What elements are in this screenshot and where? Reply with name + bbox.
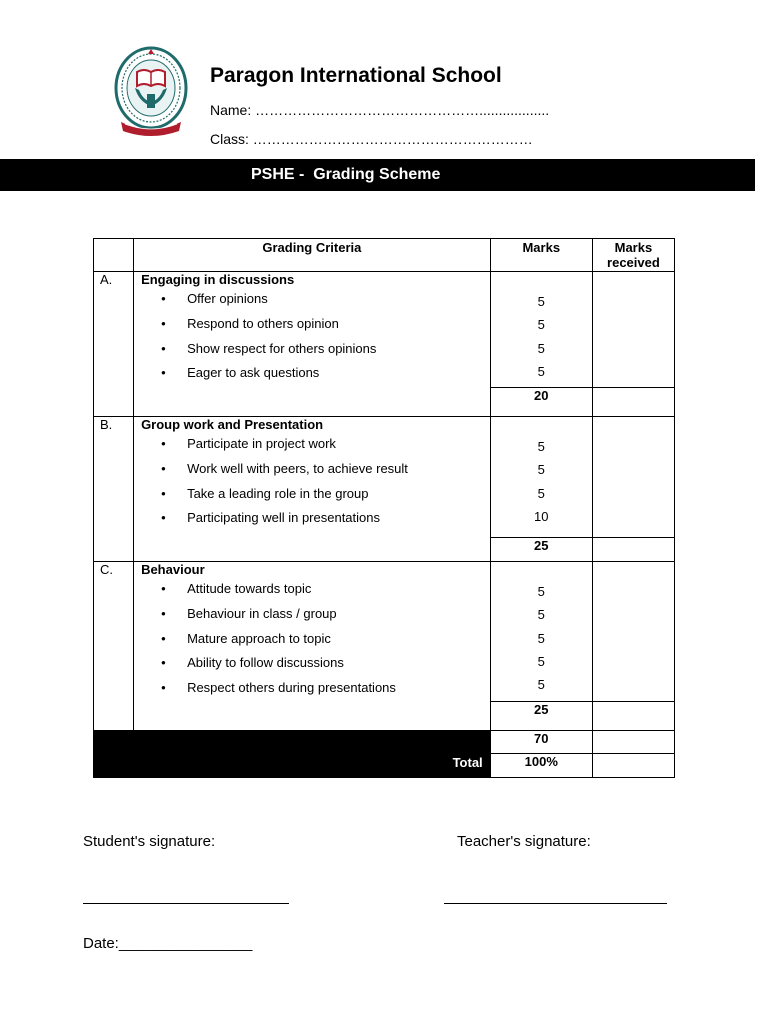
list-item: • Participate in project work	[141, 432, 490, 457]
section-b-heading: Group work and Presentation	[141, 417, 324, 432]
student-class-field[interactable]: Class: ……………………………………………………	[210, 131, 533, 147]
list-item: • Offer opinions	[141, 287, 490, 312]
total-marks-row	[94, 731, 675, 754]
section-b-subtotal: 25	[490, 538, 592, 562]
title-bar	[0, 159, 755, 191]
student-name-field[interactable]: Name: …………………………………………..................	[210, 102, 550, 118]
list-item: • Take a leading role in the group	[141, 482, 490, 507]
list-item: • Behaviour in class / group	[141, 602, 490, 627]
header-marks-received: Marks received	[592, 239, 674, 272]
mark-value: 5	[537, 677, 545, 693]
page-title: PSHE - Grading Scheme	[251, 166, 441, 183]
total-label: Total	[452, 755, 483, 770]
mark-value: 5	[537, 340, 545, 356]
section-c-received-cell[interactable]	[592, 562, 674, 702]
mark-value: 5	[537, 294, 545, 309]
teacher-signature-line[interactable]	[444, 903, 667, 904]
total-marks: 70	[490, 731, 592, 754]
total-marks-received[interactable]	[592, 731, 674, 754]
mark-value: 5	[537, 584, 545, 599]
school-logo	[113, 44, 189, 140]
section-c-marks	[490, 562, 592, 702]
section-c-row	[94, 562, 675, 702]
section-a-criteria	[134, 272, 491, 417]
list-item: • Eager to ask questions	[141, 361, 490, 386]
table-header-row	[94, 239, 675, 272]
total-cell	[94, 731, 491, 778]
section-b-letter: B.	[94, 417, 134, 562]
grading-table	[93, 238, 675, 778]
list-item: • Respect others during presentations	[141, 676, 490, 701]
section-a-letter: A.	[94, 272, 134, 417]
list-item: • Attitude towards topic	[141, 577, 490, 602]
list-item: • Work well with peers, to achieve result	[141, 457, 490, 482]
section-a-marks	[490, 272, 592, 388]
student-signature-label: Student's signature:	[83, 833, 216, 850]
date-field[interactable]: Date:________________	[83, 935, 253, 952]
list-item: • Respond to others opinion	[141, 312, 490, 337]
mark-value: 5	[537, 485, 545, 501]
mark-value: 5	[537, 653, 545, 669]
list-item: • Mature approach to topic	[141, 627, 490, 652]
mark-value: 5	[537, 317, 545, 333]
mark-value: 5	[537, 462, 545, 478]
section-c-subtotal: 25	[490, 702, 592, 731]
section-c-heading: Behaviour	[141, 562, 205, 577]
section-b-subtotal-received[interactable]	[592, 538, 674, 562]
section-b-row	[94, 417, 675, 538]
mark-value: 10	[534, 508, 549, 524]
mark-value: 5	[537, 607, 545, 623]
mark-value: 5	[537, 630, 545, 646]
header-marks: Marks	[490, 239, 592, 272]
list-item: • Participating well in presentations	[141, 506, 490, 531]
section-b-received-cell[interactable]	[592, 417, 674, 538]
section-a-subtotal: 20	[490, 388, 592, 417]
section-c-letter: C.	[94, 562, 134, 731]
list-item: • Ability to follow discussions	[141, 651, 490, 676]
school-name: Paragon International School	[210, 64, 502, 87]
section-b-criteria	[134, 417, 491, 562]
section-c-criteria	[134, 562, 491, 731]
mark-value: 5	[537, 363, 545, 379]
section-c-subtotal-received[interactable]	[592, 702, 674, 731]
mark-value: 5	[537, 439, 545, 454]
section-a-heading: Engaging in discussions	[141, 272, 295, 287]
list-item: • Show respect for others opinions	[141, 337, 490, 362]
total-percent-received[interactable]	[592, 754, 674, 778]
header-criteria: Grading Criteria	[134, 239, 491, 272]
section-a-row	[94, 272, 675, 388]
student-signature-line[interactable]	[83, 903, 289, 904]
total-percent: 100%	[490, 754, 592, 778]
teacher-signature-label: Teacher's signature:	[457, 833, 591, 850]
section-b-marks	[490, 417, 592, 538]
section-a-subtotal-received[interactable]	[592, 388, 674, 417]
header-blank	[94, 239, 134, 272]
section-a-received-cell[interactable]	[592, 272, 674, 388]
